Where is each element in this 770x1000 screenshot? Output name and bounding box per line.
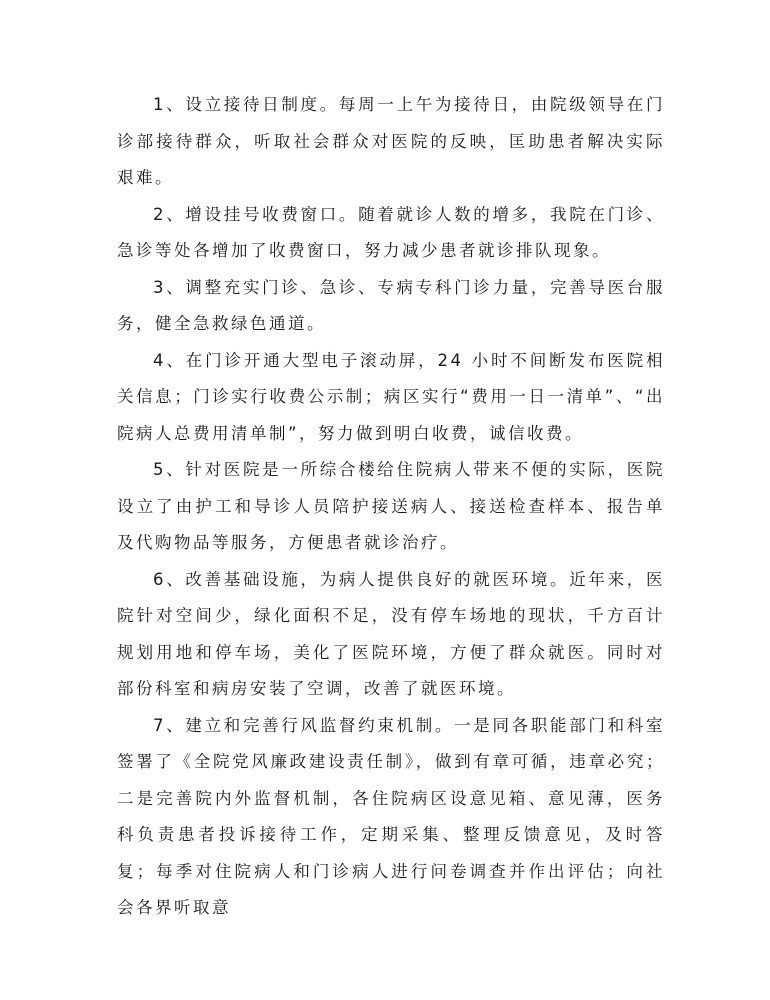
paragraph-3: 3、调整充实门诊、急诊、专病专科门诊力量，完善导医台服务，健全急救绿色通道。	[117, 277, 665, 333]
paragraph-7: 7、建立和完善行风监督约束机制。一是同各职能部门和科室签署了《全院党风廉政建设责任制》，做到有章可循，违章必究；二是完善院内外监督机制，各住院病区设意见箱、意见薄，医务科负责患者投诉接待工作，定期采集、整理反馈意见，及时答复；每季对住院病人和门诊病人进行问卷调查并作出评估；向社会各界听取意	[117, 715, 665, 917]
paragraph-5: 5、针对医院是一所综合楼给住院病人带来不便的实际，医院设立了由护工和导诊人员陪护接送病人、接送检查样本、报告单及代购物品等服务，方便患者就诊治疗。	[117, 460, 665, 552]
document-body	[117, 87, 665, 927]
paragraph-4: 4、在门诊开通大型电子滚动屏，24 小时不间断发布医院相关信息；门诊实行收费公示制；病区实行“费用一日一清单”、“出院病人总费用清单制”，努力做到明白收费，诚信收费。	[117, 350, 665, 443]
paragraph-2: 2、增设挂号收费窗口。随着就诊人数的增多，我院在门诊、急诊等处各增加了收费窗口，努力减少患者就诊排队现象。	[117, 204, 665, 260]
paragraph-6: 6、改善基础设施，为病人提供良好的就医环境。近年来，医院针对空间少，绿化面积不足，没有停车场地的现状，千方百计规划用地和停车场，美化了医院环境，方便了群众就医。同时对部份科室和病房安装了空调，改善了就医环境。	[117, 569, 665, 698]
paragraph-1: 1、设立接待日制度。每周一上午为接待日，由院级领导在门诊部接待群众，听取社会群众对医院的反映，匡助患者解决实际艰难。	[117, 95, 665, 187]
